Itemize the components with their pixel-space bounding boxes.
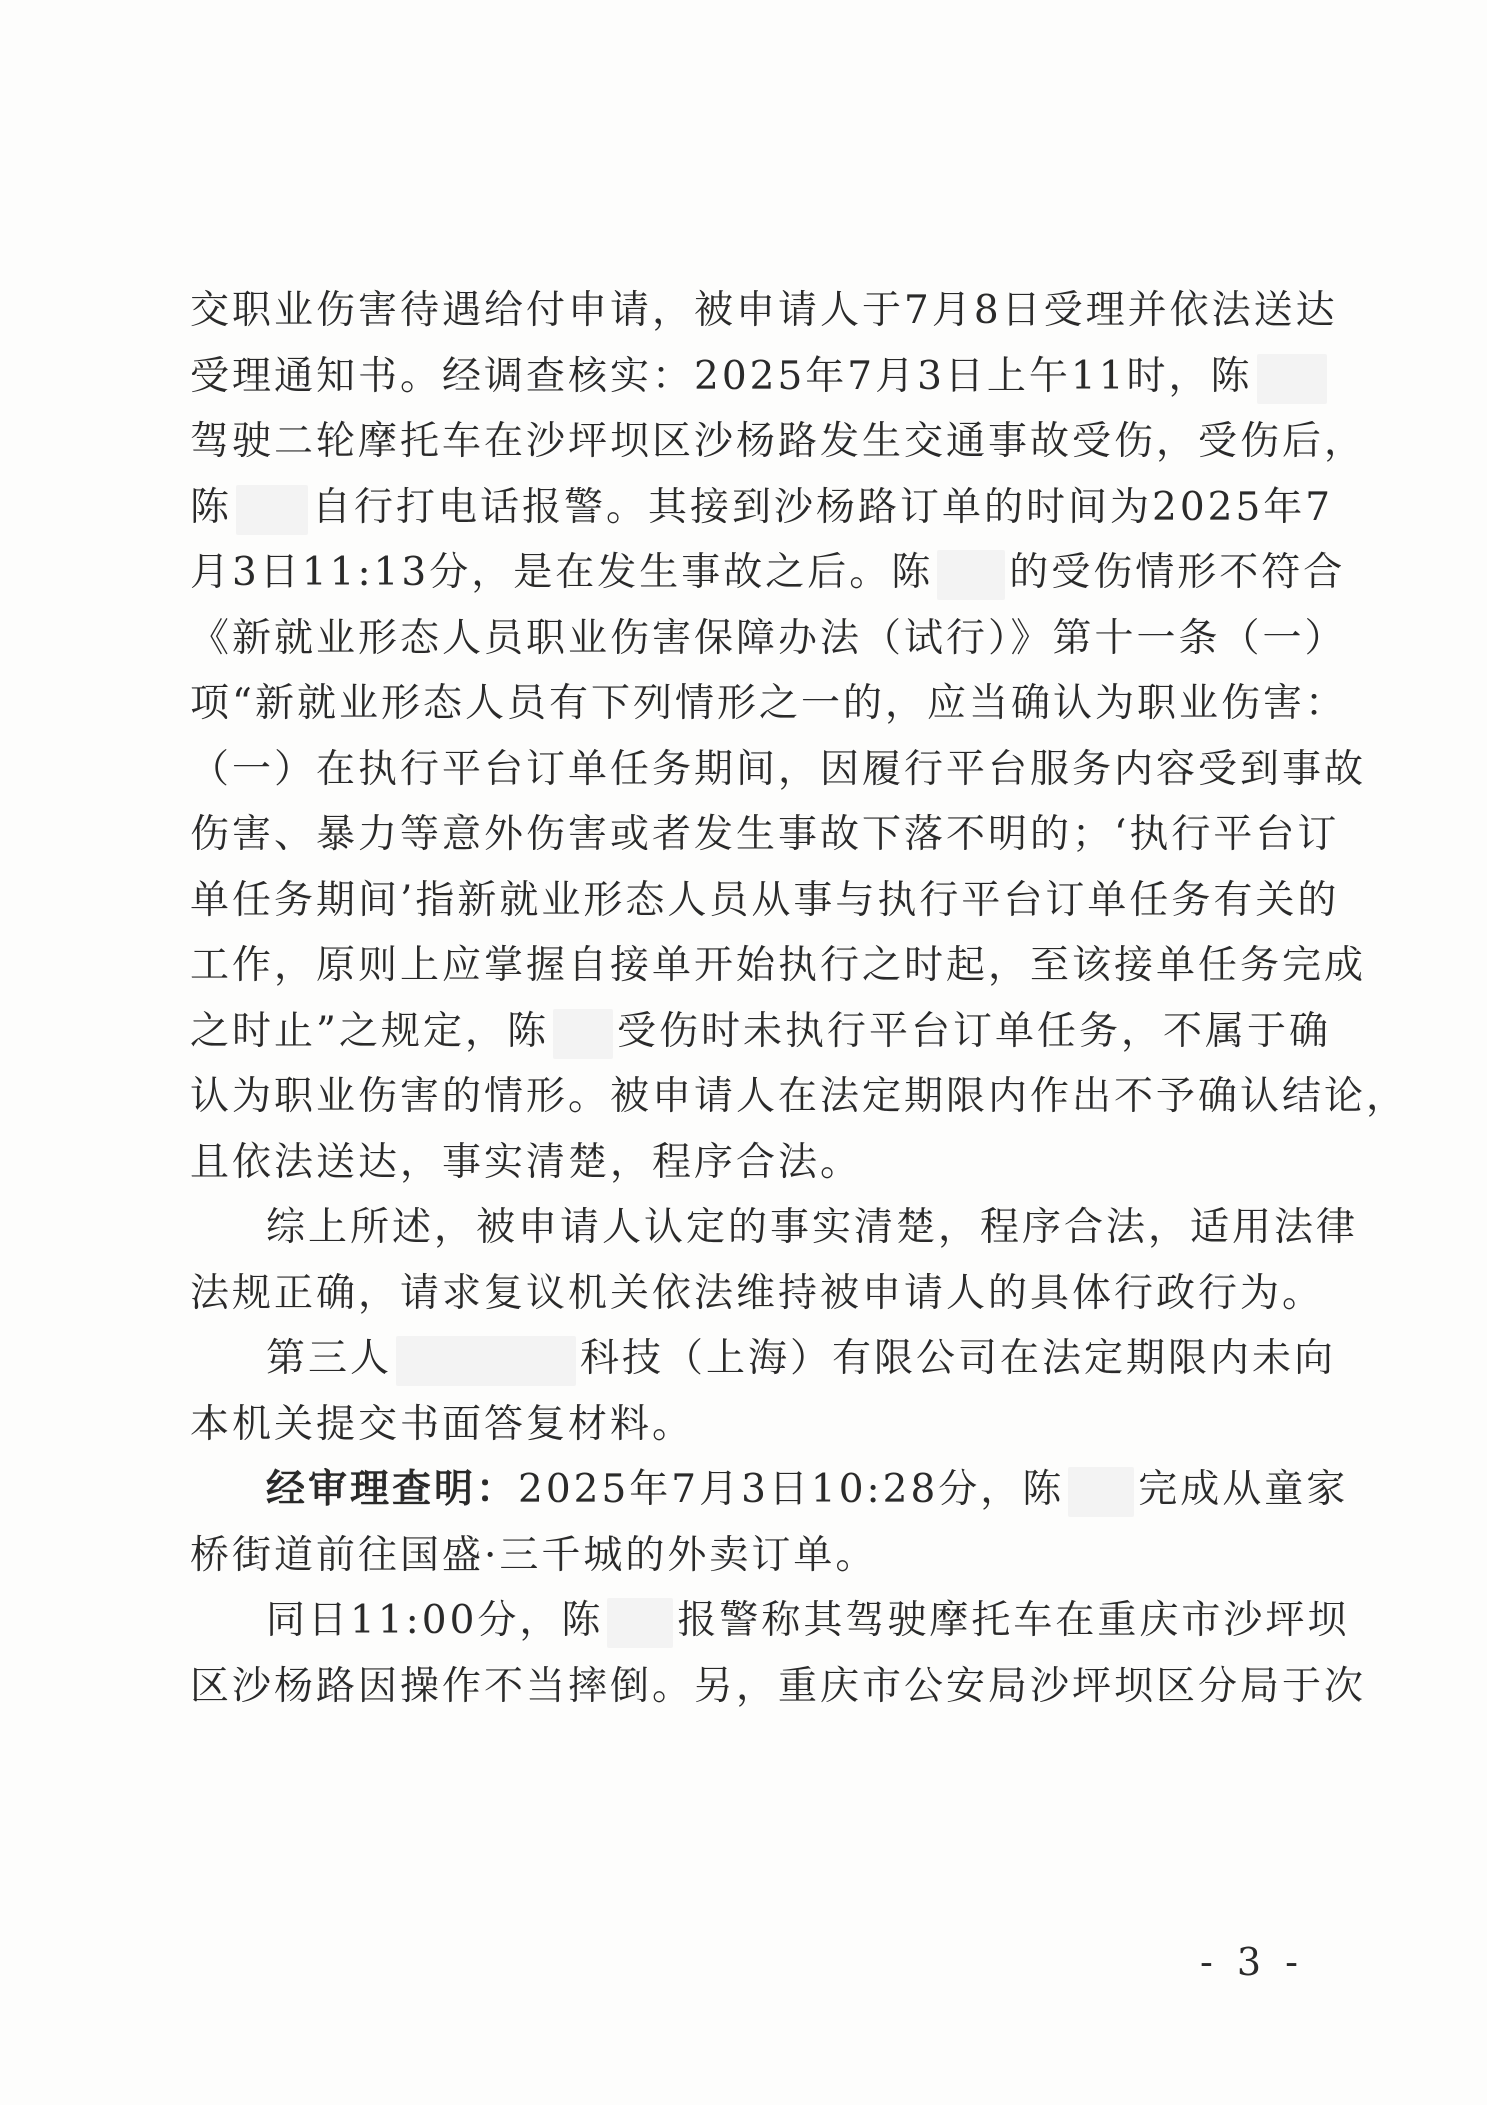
text-line: 同日11:00分，陈 报警称其驾驶摩托车在重庆市沙坪坝	[190, 1588, 1290, 1654]
text-line: 单任务期间’指新就业形态人员从事与执行平台订单任务有关的	[190, 877, 1340, 923]
text-line: 受理通知书。经调查核实：2025年7月3日上午11时，陈	[190, 344, 1290, 410]
text-line: （一）在执行平台订单任务期间，因履行平台服务内容受到事故	[190, 746, 1367, 792]
text-line: 综上所述，被申请人认定的事实清楚，程序合法，适用法律	[266, 1205, 1359, 1250]
text-line: 法规正确，请求复议机关依法维持被申请人的具体行政行为。	[190, 1270, 1325, 1316]
text-line: 陈 自行打电话报警。其接到沙杨路订单的时间为2025年7	[190, 475, 1290, 541]
text-line: 区沙杨路因操作不当摔倒。另，重庆市公安局沙坪坝区分局于次	[190, 1663, 1367, 1709]
text-line: 月3日11:13分，是在发生事故之后。陈 的受伤情形不符合	[190, 540, 1290, 606]
page-number: - 3 -	[1200, 1940, 1305, 1984]
redaction-block	[1257, 354, 1327, 404]
redaction-block	[553, 1009, 613, 1059]
text-line: 经审理查明：2025年7月3日10:28分，陈 完成从童家	[190, 1457, 1290, 1523]
text-line: 第三人 科技（上海）有限公司在法定期限内未向	[190, 1326, 1290, 1392]
findings-heading: 经审理查明：	[266, 1466, 519, 1512]
text-line: 认为职业伤害的情形。被申请人在法定期限内作出不予确认结论，	[190, 1074, 1409, 1119]
text-line: 本机关提交书面答复材料。	[190, 1401, 695, 1447]
text-line: 桥街道前往国盛·三千城的外卖订单。	[190, 1532, 878, 1578]
redaction-block	[236, 485, 308, 535]
redaction-block	[937, 550, 1005, 600]
body-text	[190, 278, 1409, 1719]
redaction-block	[1068, 1467, 1134, 1517]
text-line: 且依法送达，事实清楚，程序合法。	[190, 1139, 863, 1185]
text-line: 项“新就业形态人员有下列情形之一的，应当确认为职业伤害：	[190, 681, 1347, 726]
redaction-block	[607, 1598, 673, 1648]
text-line: 交职业伤害待遇给付申请，被申请人于7月8日受理并依法送达	[190, 288, 1338, 333]
redaction-block	[396, 1336, 576, 1386]
text-line: 之时止”之规定，陈 受伤时未执行平台订单任务，不属于确	[190, 999, 1290, 1065]
text-line: 《新就业形态人员职业伤害保障办法（试行）》第十一条（一）	[190, 615, 1347, 661]
text-line: 驾驶二轮摩托车在沙坪坝区沙杨路发生交通事故受伤，受伤后，	[190, 419, 1367, 464]
text-line: 伤害、暴力等意外伤害或者发生事故下落不明的；‘执行平台订	[190, 812, 1340, 857]
text-line: 工作，原则上应掌握自接单开始执行之时起，至该接单任务完成	[190, 943, 1367, 988]
